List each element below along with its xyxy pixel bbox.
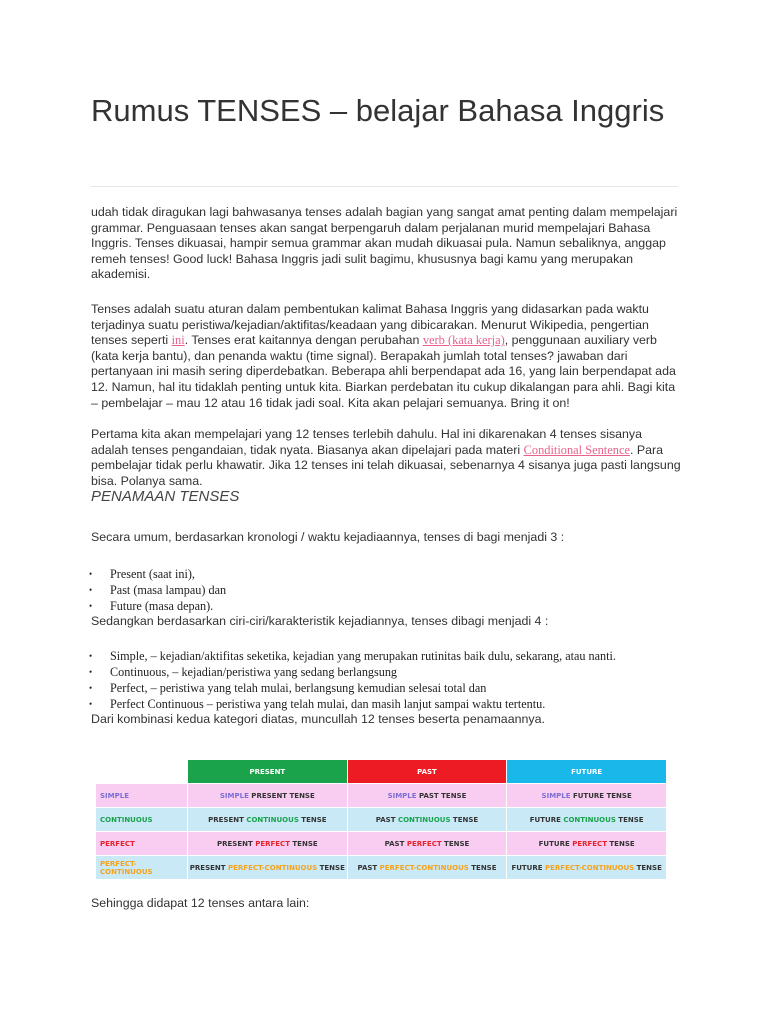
cell-time-text: PAST bbox=[375, 815, 398, 824]
cell-tense-text: TENSE bbox=[450, 815, 479, 824]
cell-tense-text: TENSE bbox=[317, 863, 345, 872]
cell-tense-text: TENSE bbox=[298, 815, 327, 824]
table-row bbox=[96, 832, 667, 856]
bullet-icon: • bbox=[89, 601, 93, 611]
cell-time-text: PRESENT bbox=[208, 815, 247, 824]
table-cell bbox=[347, 856, 507, 880]
table-corner bbox=[96, 760, 188, 784]
section-heading: PENAMAAN TENSES bbox=[91, 488, 240, 505]
definition-text-c: , penggunaan auxiliary verb (kata kerja bantu), dan penanda waktu (time signal). Berapakah jumlah total tenses? jawaban dari pertanyaan ini masih sering diperdebatkan. Beberapa ahli berpendapat ada 16, yang lain berpendapat ada 12. Namun, hal itu tidaklah penting untuk kita. Biarkan perdebatan itu cukup dikalangan para ahli. Bagi kita – pembelajar – mau 12 atau 16 tidak jadi soal. Kita akan pelajari semuanya. Bring it on! bbox=[91, 333, 676, 410]
bullet-icon: • bbox=[89, 699, 93, 709]
table-cell bbox=[507, 832, 667, 856]
list-item-text: Present (saat ini), bbox=[110, 567, 195, 581]
cell-time-text: FUTURE bbox=[529, 815, 564, 824]
column-header-past: PAST bbox=[347, 760, 507, 784]
twelve-tenses-paragraph bbox=[91, 427, 681, 489]
table-cell bbox=[188, 808, 348, 832]
table-cell bbox=[507, 784, 667, 808]
bullet-icon: • bbox=[89, 667, 93, 677]
table-cell bbox=[188, 856, 348, 880]
combination-paragraph: Dari kombinasi kedua kategori diatas, muncullah 12 tenses beserta penamaannya. bbox=[91, 712, 545, 726]
aspect-list bbox=[89, 648, 616, 712]
wikipedia-link[interactable]: ini bbox=[171, 333, 185, 348]
column-header-future: FUTURE bbox=[507, 760, 667, 784]
bullet-icon: • bbox=[89, 651, 93, 661]
table-cell bbox=[347, 784, 507, 808]
cell-aspect-text: PERFECT-CONTINUOUS bbox=[227, 863, 318, 872]
conditional-sentence-link[interactable]: Conditional Sentence bbox=[523, 442, 630, 457]
list-item-text: Perfect Continuous – peristiwa yang telah mulai, dan masih lanjut sampai waktu tertentu. bbox=[110, 697, 546, 711]
table-row bbox=[96, 784, 667, 808]
cell-tense-text: TENSE bbox=[634, 863, 662, 872]
bullet-icon: • bbox=[89, 585, 93, 595]
cell-aspect-text: CONTINUOUS bbox=[397, 815, 451, 824]
table-header-row bbox=[96, 760, 667, 784]
tenses-table bbox=[95, 759, 667, 880]
twelve-tenses-text-a: Pertama kita akan mempelajari yang 12 tenses terlebih dahulu. Hal ini dikarenakan 4 tenses sisanya adalah tenses pengandaian, tidak nyata. Biasanya akan dipelajari pada materi bbox=[91, 427, 643, 457]
chronology-paragraph: Secara umum, berdasarkan kronologi / waktu kejadiaannya, tenses di bagi menjadi 3 : bbox=[91, 530, 565, 544]
list-item bbox=[89, 696, 616, 712]
list-item-text: Perfect, – peristiwa yang telah mulai, berlangsung kemudian selesai total dan bbox=[110, 681, 487, 695]
closing-paragraph: Sehingga didapat 12 tenses antara lain: bbox=[91, 896, 310, 910]
list-item-text: Future (masa depan). bbox=[110, 599, 214, 613]
row-label: CONTINUOUS bbox=[96, 808, 188, 832]
cell-tense-text: FUTURE TENSE bbox=[570, 791, 632, 800]
cell-aspect-text: CONTINUOUS bbox=[246, 815, 299, 824]
cell-time-text: PAST bbox=[384, 839, 407, 848]
list-item bbox=[89, 648, 616, 664]
list-item bbox=[89, 582, 226, 598]
cell-aspect-text: PERFECT bbox=[572, 839, 607, 848]
twelve-tenses-text-b: . Para pembelajar tidak perlu khawatir. Jika 12 tenses ini telah dikuasai, sebenarnya 4 sisanya juga pasti langsung bisa. Polanya sama. bbox=[91, 442, 681, 488]
article-title: Rumus TENSES – belajar Bahasa Inggris bbox=[91, 93, 665, 128]
list-item bbox=[89, 664, 616, 680]
cell-tense-text: PRESENT TENSE bbox=[248, 791, 315, 800]
list-item bbox=[89, 598, 226, 614]
definition-text-b: . Tenses erat kaitannya dengan perubahan bbox=[184, 333, 423, 348]
cell-tense-text: TENSE bbox=[606, 839, 635, 848]
list-item bbox=[89, 566, 226, 582]
row-label: PERFECT bbox=[96, 832, 188, 856]
column-header-present: PRESENT bbox=[188, 760, 348, 784]
cell-tense-text: TENSE bbox=[468, 863, 497, 872]
cell-aspect-text: PERFECT bbox=[255, 839, 290, 848]
definition-text-a: Tenses adalah suatu aturan dalam pembentukan kalimat Bahasa Inggris yang didasarkan pada waktu terjadinya suatu peristiwa/kejadian/aktifitas/keadaan yang dibicarakan. Menurut Wikipedia, pengertian tenses seperti bbox=[91, 302, 649, 348]
cell-aspect-text: PERFECT-CONTINUOUS bbox=[544, 863, 635, 872]
list-item-text: Simple, – kejadian/aktifitas seketika, kejadian yang merupakan rutinitas baik dulu, sekarang, atau nanti. bbox=[110, 649, 616, 663]
cell-aspect-text: SIMPLE bbox=[541, 791, 571, 800]
cell-aspect-text: PERFECT-CONTINUOUS bbox=[379, 863, 469, 872]
cell-time-text: PRESENT bbox=[216, 839, 256, 848]
list-item bbox=[89, 680, 616, 696]
bullet-icon: • bbox=[89, 569, 93, 579]
list-item-text: Continuous, – kejadian/peristiwa yang sedang berlangsung bbox=[110, 665, 398, 679]
cell-tense-text: TENSE bbox=[289, 839, 318, 848]
table-cell bbox=[347, 832, 507, 856]
cell-aspect-text: SIMPLE bbox=[387, 791, 417, 800]
cell-tense-text: TENSE bbox=[441, 839, 470, 848]
table-row bbox=[96, 808, 667, 832]
cell-time-text: FUTURE bbox=[511, 863, 545, 872]
table-cell bbox=[347, 808, 507, 832]
table-row bbox=[96, 856, 667, 880]
cell-aspect-text: SIMPLE bbox=[219, 791, 249, 800]
definition-paragraph bbox=[91, 302, 681, 411]
title-divider bbox=[91, 186, 678, 187]
table-cell bbox=[188, 784, 348, 808]
characteristics-paragraph: Sedangkan berdasarkan ciri-ciri/karakteristik kejadiannya, tenses dibagi menjadi 4 : bbox=[91, 614, 549, 628]
cell-time-text: PRESENT bbox=[189, 863, 228, 872]
cell-aspect-text: PERFECT bbox=[406, 839, 442, 848]
time-list bbox=[89, 566, 226, 614]
table-cell bbox=[188, 832, 348, 856]
cell-tense-text: TENSE bbox=[615, 815, 644, 824]
cell-tense-text: PAST TENSE bbox=[416, 791, 467, 800]
verb-link[interactable]: verb (kata kerja) bbox=[422, 333, 505, 348]
row-label: SIMPLE bbox=[96, 784, 188, 808]
cell-aspect-text: CONTINUOUS bbox=[563, 815, 616, 824]
row-label: PERFECT-CONTINUOUS bbox=[96, 856, 188, 880]
list-item-text: Past (masa lampau) dan bbox=[110, 583, 227, 597]
bullet-icon: • bbox=[89, 683, 93, 693]
table-cell bbox=[507, 808, 667, 832]
cell-time-text: FUTURE bbox=[538, 839, 573, 848]
table-cell bbox=[507, 856, 667, 880]
cell-time-text: PAST bbox=[357, 863, 380, 872]
intro-paragraph: udah tidak diragukan lagi bahwasanya tenses adalah bagian yang sangat amat penting dalam mempelajari grammar. Penguasaan tenses akan sangat berpengaruh dalam perjalanan murid mempelajari Bahasa Inggris. Tenses dikuasai, hampir semua grammar akan mudah dikuasai pula. Namun sebaliknya, anggap remeh tenses! Good luck! Bahasa Inggris jadi sulit bagimu, khususnya bagi kamu yang merupakan akademisi. bbox=[91, 205, 678, 282]
